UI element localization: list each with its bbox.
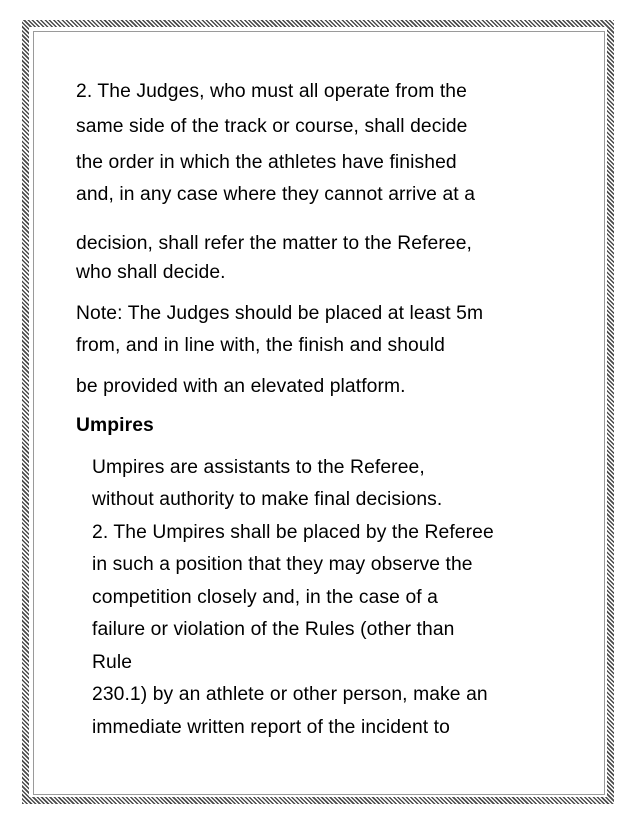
umpire-line: Umpires are assistants to the Referee,	[92, 457, 425, 478]
paragraph-line: who shall decide.	[76, 262, 226, 283]
paragraph-line: and, in any case where they cannot arrive at a	[76, 184, 476, 205]
note-line: be provided with an elevated platform.	[76, 376, 406, 397]
umpire-line: immediate written report of the incident to	[92, 717, 450, 738]
umpire-line: Rule	[92, 652, 133, 673]
umpire-line: 2. The Umpires shall be placed by the Referee	[92, 522, 494, 543]
umpire-line: failure or violation of the Rules (other than	[92, 619, 455, 640]
umpire-line: competition closely and, in the case of a	[92, 587, 439, 608]
page-border-inner	[33, 31, 605, 795]
umpire-line: 230.1) by an athlete or other person, make an	[92, 684, 488, 705]
umpire-line: without authority to make final decisions.	[92, 489, 443, 510]
paragraph-line: the order in which the athletes have finished	[76, 152, 457, 173]
paragraph-line: decision, shall refer the matter to the Referee,	[76, 233, 472, 254]
section-heading-umpires: Umpires	[76, 415, 154, 436]
note-line: from, and in line with, the finish and should	[76, 335, 445, 356]
note-line: Note: The Judges should be placed at least 5m	[76, 303, 484, 324]
umpire-line: in such a position that they may observe the	[92, 554, 473, 575]
paragraph-line: 2. The Judges, who must all operate from the	[76, 81, 467, 102]
paragraph-line: same side of the track or course, shall decide	[76, 116, 468, 137]
